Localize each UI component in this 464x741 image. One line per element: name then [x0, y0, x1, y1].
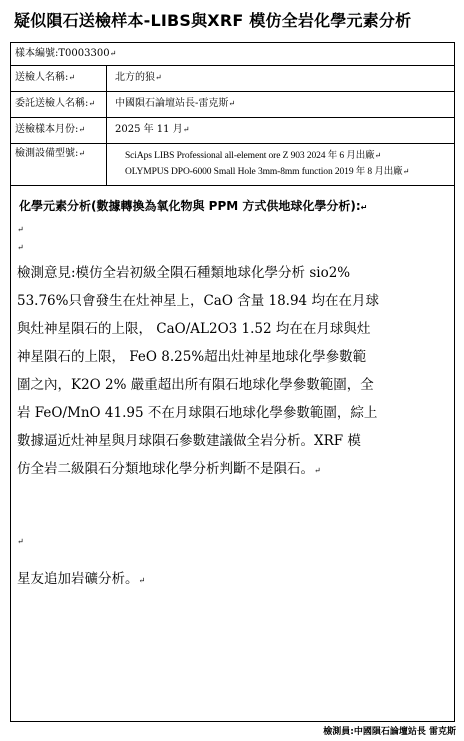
paragraph-mark-icon	[403, 167, 410, 177]
equipment-line-libs: SciAps LIBS Professional all-element ore Z 903 2024 年 6 月出廠 ↵	[125, 148, 446, 164]
empty-paragraph-mark	[17, 537, 24, 547]
empty-paragraph-mark	[17, 225, 24, 235]
paragraph-mark-icon	[183, 124, 190, 135]
date-value: 2025 年 11 月	[115, 124, 183, 135]
paragraph-mark-icon	[228, 98, 235, 109]
date-row	[11, 117, 454, 144]
sample-number: 樣本編號:T0003300	[15, 48, 110, 59]
document-title: 疑似隕石送檢样本-LIBS與XRF 模仿全岩化學元素分析	[14, 11, 412, 30]
entrusted-row	[11, 91, 454, 118]
opinion-line-last: 仿全岩二級隕石分類地球化學分析判斷不是隕石。 ↵	[17, 455, 447, 483]
entrusted-value: 中國隕石論壇站長-雷克斯	[115, 98, 229, 109]
paragraph-mark-icon	[17, 225, 24, 235]
addendum-text: 星友追加岩礦分析。 ↵	[17, 567, 145, 587]
paragraph-mark-icon	[88, 98, 95, 109]
paragraph-mark-icon	[155, 72, 162, 83]
paragraph-mark-icon	[314, 461, 321, 477]
opinion-line: 53.76%只會發生在灶神星上，CaO 含量 18.94 均在在月球	[17, 293, 379, 309]
opinion-line: 神星隕石的上限， FeO 8.25%超出灶神星地球化學參數範	[17, 349, 367, 365]
equipment-line-xrf: OLYMPUS DPO-6000 Small Hole 3mm-8mm function 2019 年 8 月出廠 ↵	[125, 164, 446, 180]
paragraph-mark-icon	[361, 199, 368, 213]
opinion-line: 圍之內，K2O 2% 嚴重超出所有隕石地球化學參數範圍，全	[17, 377, 374, 393]
paragraph-mark-icon	[78, 124, 85, 135]
sample-number-row	[11, 43, 454, 66]
paragraph-mark-icon	[68, 72, 75, 83]
submitter-label: 送檢人名稱:	[15, 72, 69, 83]
opinion-line: 檢測意見:模仿全岩初級全隕石種類地球化學分析 sio2%	[17, 265, 351, 281]
submitter-value: 北方的狼	[115, 72, 155, 83]
paragraph-mark-icon	[78, 148, 85, 159]
equipment-label: 檢測設備型號:	[15, 148, 79, 159]
submitter-row	[11, 65, 454, 92]
opinion-line: 岩 FeO/MnO 41.95 不在月球隕石地球化學參數範圍，綜上	[17, 405, 378, 421]
inspection-opinion	[17, 259, 447, 483]
paragraph-mark-icon	[17, 243, 24, 253]
report-sheet	[10, 42, 455, 722]
empty-paragraph-mark	[17, 243, 24, 253]
inspector-signature-line: 檢測員:中國隕石論壇站長 雷克斯	[323, 727, 456, 737]
paragraph-mark-icon	[139, 571, 146, 587]
opinion-line: 與灶神星隕石的上限， CaO/AL2O3 1.52 均在在月球與灶	[17, 321, 371, 337]
paragraph-mark-icon	[17, 537, 24, 547]
entrusted-label: 委託送檢人名稱:	[15, 98, 89, 109]
equipment-row	[11, 143, 454, 186]
paragraph-mark-icon	[110, 48, 117, 59]
opinion-line: 數據逼近灶神星與月球隕石參數建議做全岩分析。XRF 模	[17, 433, 361, 449]
section-heading: 化學元素分析(數據轉換為氧化物與 PPM 方式供地球化學分析): ↵	[19, 197, 367, 214]
date-label: 送檢樣本月份:	[15, 124, 79, 135]
paragraph-mark-icon	[375, 151, 382, 161]
